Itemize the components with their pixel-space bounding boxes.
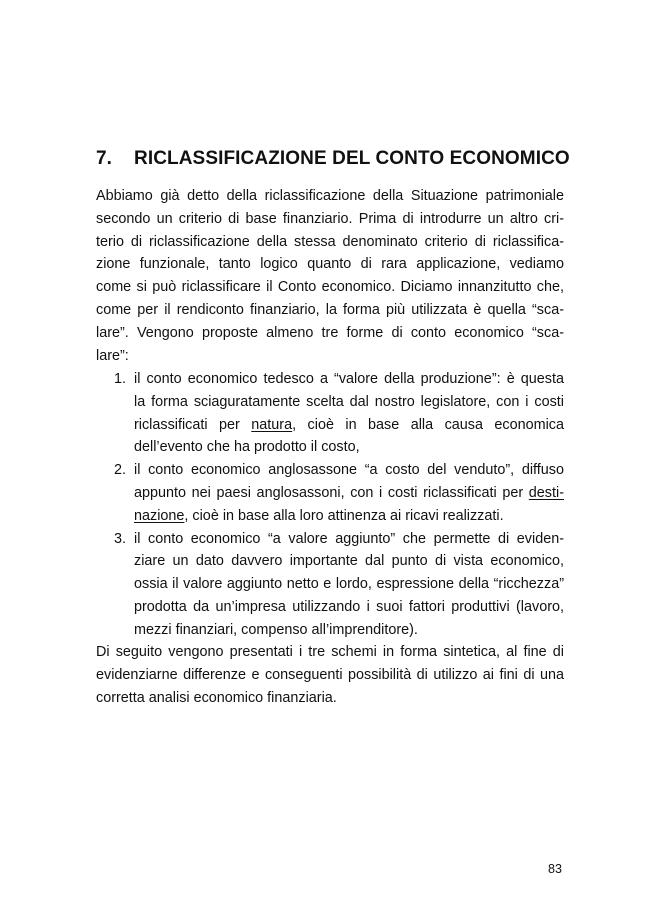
list-item-line: la forma sciaguratamente scelta dal nostro legislatore, con i costi	[134, 393, 564, 410]
list-item-line	[96, 528, 564, 551]
list-item-line: dell’evento che ha prodotto il costo,	[134, 439, 360, 456]
paragraph-line: corretta analisi economico finanziaria.	[96, 689, 337, 706]
list-item-text: , cioè in base alla loro attinenza ai ricavi realizzati.	[184, 507, 504, 524]
list-item-line: ossia il valore aggiunto netto e lordo, espressione della “ricchezza”	[134, 576, 564, 593]
list-item-line	[96, 505, 564, 528]
list-item-number: 1.	[114, 371, 127, 387]
list-item-text: appunto nei paesi anglosassoni, con i costi riclassificati per	[134, 484, 529, 501]
list-item-line	[96, 459, 564, 482]
intro-paragraph	[96, 185, 564, 367]
list-item-text: riclassificati per	[134, 416, 252, 433]
paragraph-line: zione funzionale, tanto logico quanto di rara applicazione, vediamo	[96, 256, 564, 273]
paragraph-line: secondo un criterio di base finanziario. Prima di introdurre un altro cri-	[96, 210, 564, 227]
list-item-line: mezzi finanziari, compenso all’imprenditore).	[134, 621, 418, 638]
list-item-text: il conto economico “a valore aggiunto” che permette di eviden-	[134, 530, 564, 547]
closing-paragraph	[96, 641, 564, 709]
paragraph-line: Abbiamo già detto della riclassificazione della Situazione patrimoniale	[96, 188, 564, 204]
underlined-term: desti-	[528, 484, 564, 501]
chapter-heading	[96, 148, 570, 170]
list-item-number: 3.	[114, 530, 127, 547]
list-item-line	[96, 368, 564, 391]
paragraph-line: come per il rendiconto finanziario, la forma più utilizzata è quella “sca-	[96, 301, 564, 318]
underlined-term: nazione	[134, 507, 185, 524]
paragraph-line: terio di riclassificazione della stessa denominato criterio di riclassifica-	[96, 233, 564, 250]
paragraph-line: Di seguito vengono presentati i tre schemi in forma sintetica, al fine di	[96, 644, 564, 660]
underlined-term: natura	[251, 416, 293, 433]
numbered-list	[96, 368, 564, 642]
paragraph-line: lare”:	[96, 347, 129, 364]
page-number: 83	[548, 862, 562, 876]
paragraph-line: evidenziarne differenze e conseguenti possibilità di utilizzo ai fini di una	[96, 666, 564, 683]
paragraph-line: lare”. Vengono proposte almeno tre forme di conto economico “sca-	[96, 324, 564, 341]
list-item-number: 2.	[114, 462, 127, 479]
chapter-number: 7.	[96, 148, 113, 169]
list-item-text: il conto economico tedesco a “valore della produzione”: è questa	[134, 371, 564, 387]
list-item-line	[96, 414, 564, 437]
list-item-text: , cioè in base alla causa economica	[292, 416, 565, 433]
chapter-title: RICLASSIFICAZIONE DEL CONTO ECONOMICO	[134, 148, 570, 169]
paragraph-line: come si può riclassificare il Conto economico. Diciamo innanzitutto che,	[96, 279, 564, 296]
list-item-text: il conto economico anglosassone “a costo del venduto”, diffuso	[134, 462, 564, 479]
list-item-line: prodotta da un’impresa utilizzando i suoi fattori produttivi (lavoro,	[134, 598, 564, 615]
list-item-line: ziare un dato davvero importante dal punto di vista economico,	[134, 553, 564, 570]
list-item-line	[96, 482, 564, 505]
